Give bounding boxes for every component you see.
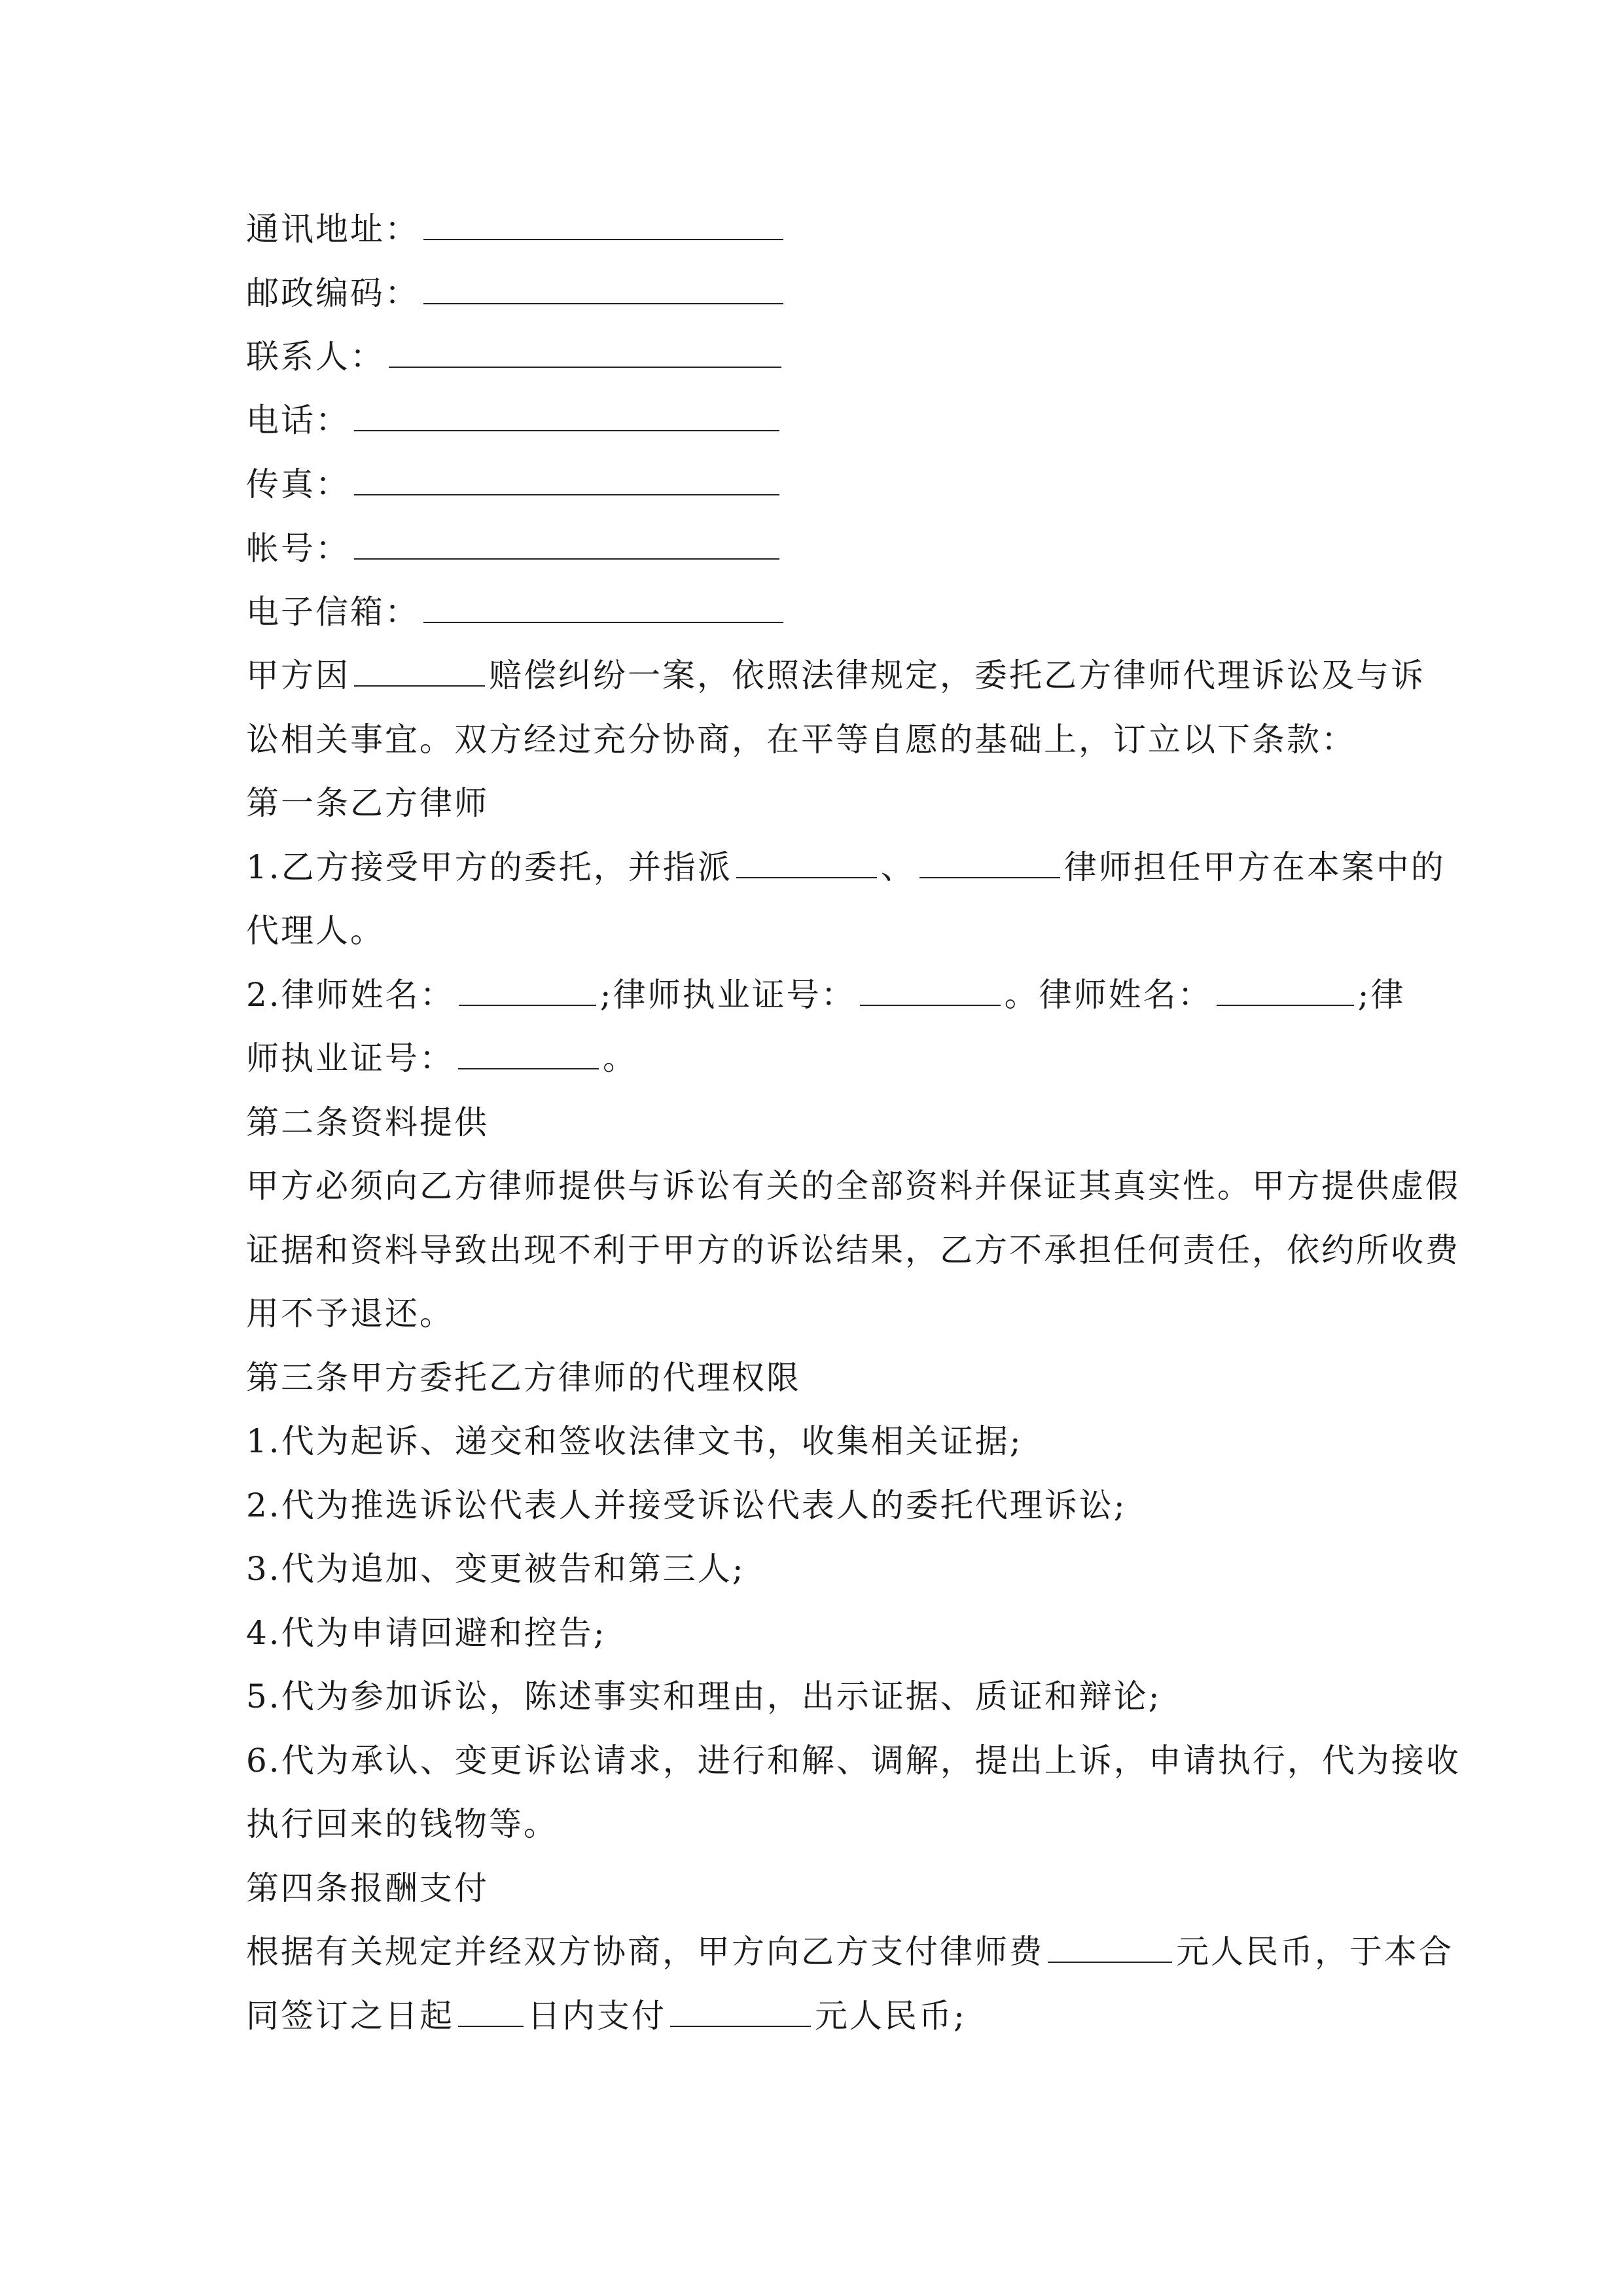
article3-item-5: 5.代为参加诉讼，陈述事实和理由，出示证据、质证和辩论; <box>246 1677 1162 1715</box>
account-blank[interactable] <box>354 529 779 560</box>
article2-line-1: 甲方必须向乙方律师提供与诉讼有关的全部资料并保证其真实性。甲方提供虚假 <box>246 1167 1460 1205</box>
field-email: 电子信箱： <box>246 592 1385 632</box>
field-fax: 传真： <box>246 465 1385 504</box>
article1-item1: 1.乙方接受甲方的委托，并指派 、 律师担任甲方在本案中的 <box>246 848 1446 886</box>
intro-line-2: 讼相关事宜。双方经过充分协商，在平等自愿的基础上，订立以下条款： <box>246 721 1356 759</box>
article4-line-1: 根据有关规定并经双方协商，甲方向乙方支付律师费 元人民币，于本合 <box>246 1933 1454 1971</box>
article2-line-3: 用不予退还。 <box>246 1295 454 1333</box>
lawyer-name1-blank[interactable] <box>459 976 596 1006</box>
dispute-type-blank[interactable] <box>354 656 485 687</box>
field-contact: 联系人： <box>246 337 1385 376</box>
field-account: 帐号： <box>246 529 1385 568</box>
article1-item2-cont: 师执业证号： 。 <box>246 1039 637 1077</box>
field-postcode: 邮政编码： <box>246 274 1385 313</box>
article3-item-1: 1.代为起诉、递交和签收法律文书，收集相关证据; <box>246 1422 1023 1460</box>
article3-heading: 第三条甲方委托乙方律师的代理权限 <box>246 1359 801 1397</box>
field-phone: 电话： <box>246 401 1385 440</box>
lawyer-fee-blank[interactable] <box>1048 1933 1172 1963</box>
article3-item-2: 2.代为推选诉讼代表人并接受诉讼代表人的委托代理诉讼; <box>246 1486 1127 1524</box>
contact-blank[interactable] <box>389 338 781 368</box>
license-no1-blank[interactable] <box>860 976 1001 1006</box>
lawyer-name2-blank[interactable] <box>1217 976 1354 1006</box>
article3-item-6-cont: 执行回来的钱物等。 <box>246 1805 558 1843</box>
lawyer1-blank[interactable] <box>736 848 877 878</box>
article1-item2: 2.律师姓名： ;律师执业证号： 。律师姓名： ;律 <box>246 976 1406 1014</box>
article2-heading: 第二条资料提供 <box>246 1103 489 1141</box>
article4-heading: 第四条报酬支付 <box>246 1869 489 1907</box>
article3-item-6: 6.代为承认、变更诉讼请求，进行和解、调解，提出上诉，申请执行，代为接收 <box>246 1742 1461 1780</box>
article3-item-4: 4.代为申请回避和控告; <box>246 1614 607 1652</box>
postcode-blank[interactable] <box>423 274 783 304</box>
article2-line-2: 证据和资料导致出现不利于甲方的诉讼结果，乙方不承担任何责任，依约所收费 <box>246 1231 1460 1269</box>
article3-item-3: 3.代为追加、变更被告和第三人; <box>246 1550 745 1588</box>
article1-item1-cont: 代理人。 <box>246 912 385 950</box>
field-address: 通讯地址： <box>246 209 1385 249</box>
license-no2-blank[interactable] <box>458 1039 599 1069</box>
article1-heading: 第一条乙方律师 <box>246 784 489 822</box>
article4-line-2: 同签订之日起 日内支付 元人民币; <box>246 1997 967 2035</box>
lawyer2-blank[interactable] <box>919 848 1060 878</box>
payment-amount-blank[interactable] <box>670 1997 811 2027</box>
email-blank[interactable] <box>423 593 783 623</box>
phone-blank[interactable] <box>354 401 779 431</box>
fax-blank[interactable] <box>354 465 779 495</box>
intro-line-1: 甲方因 赔偿纠纷一案，依照法律规定，委托乙方律师代理诉讼及与诉 <box>246 656 1425 694</box>
payment-days-blank[interactable] <box>458 1997 524 2027</box>
address-blank[interactable] <box>423 210 783 240</box>
